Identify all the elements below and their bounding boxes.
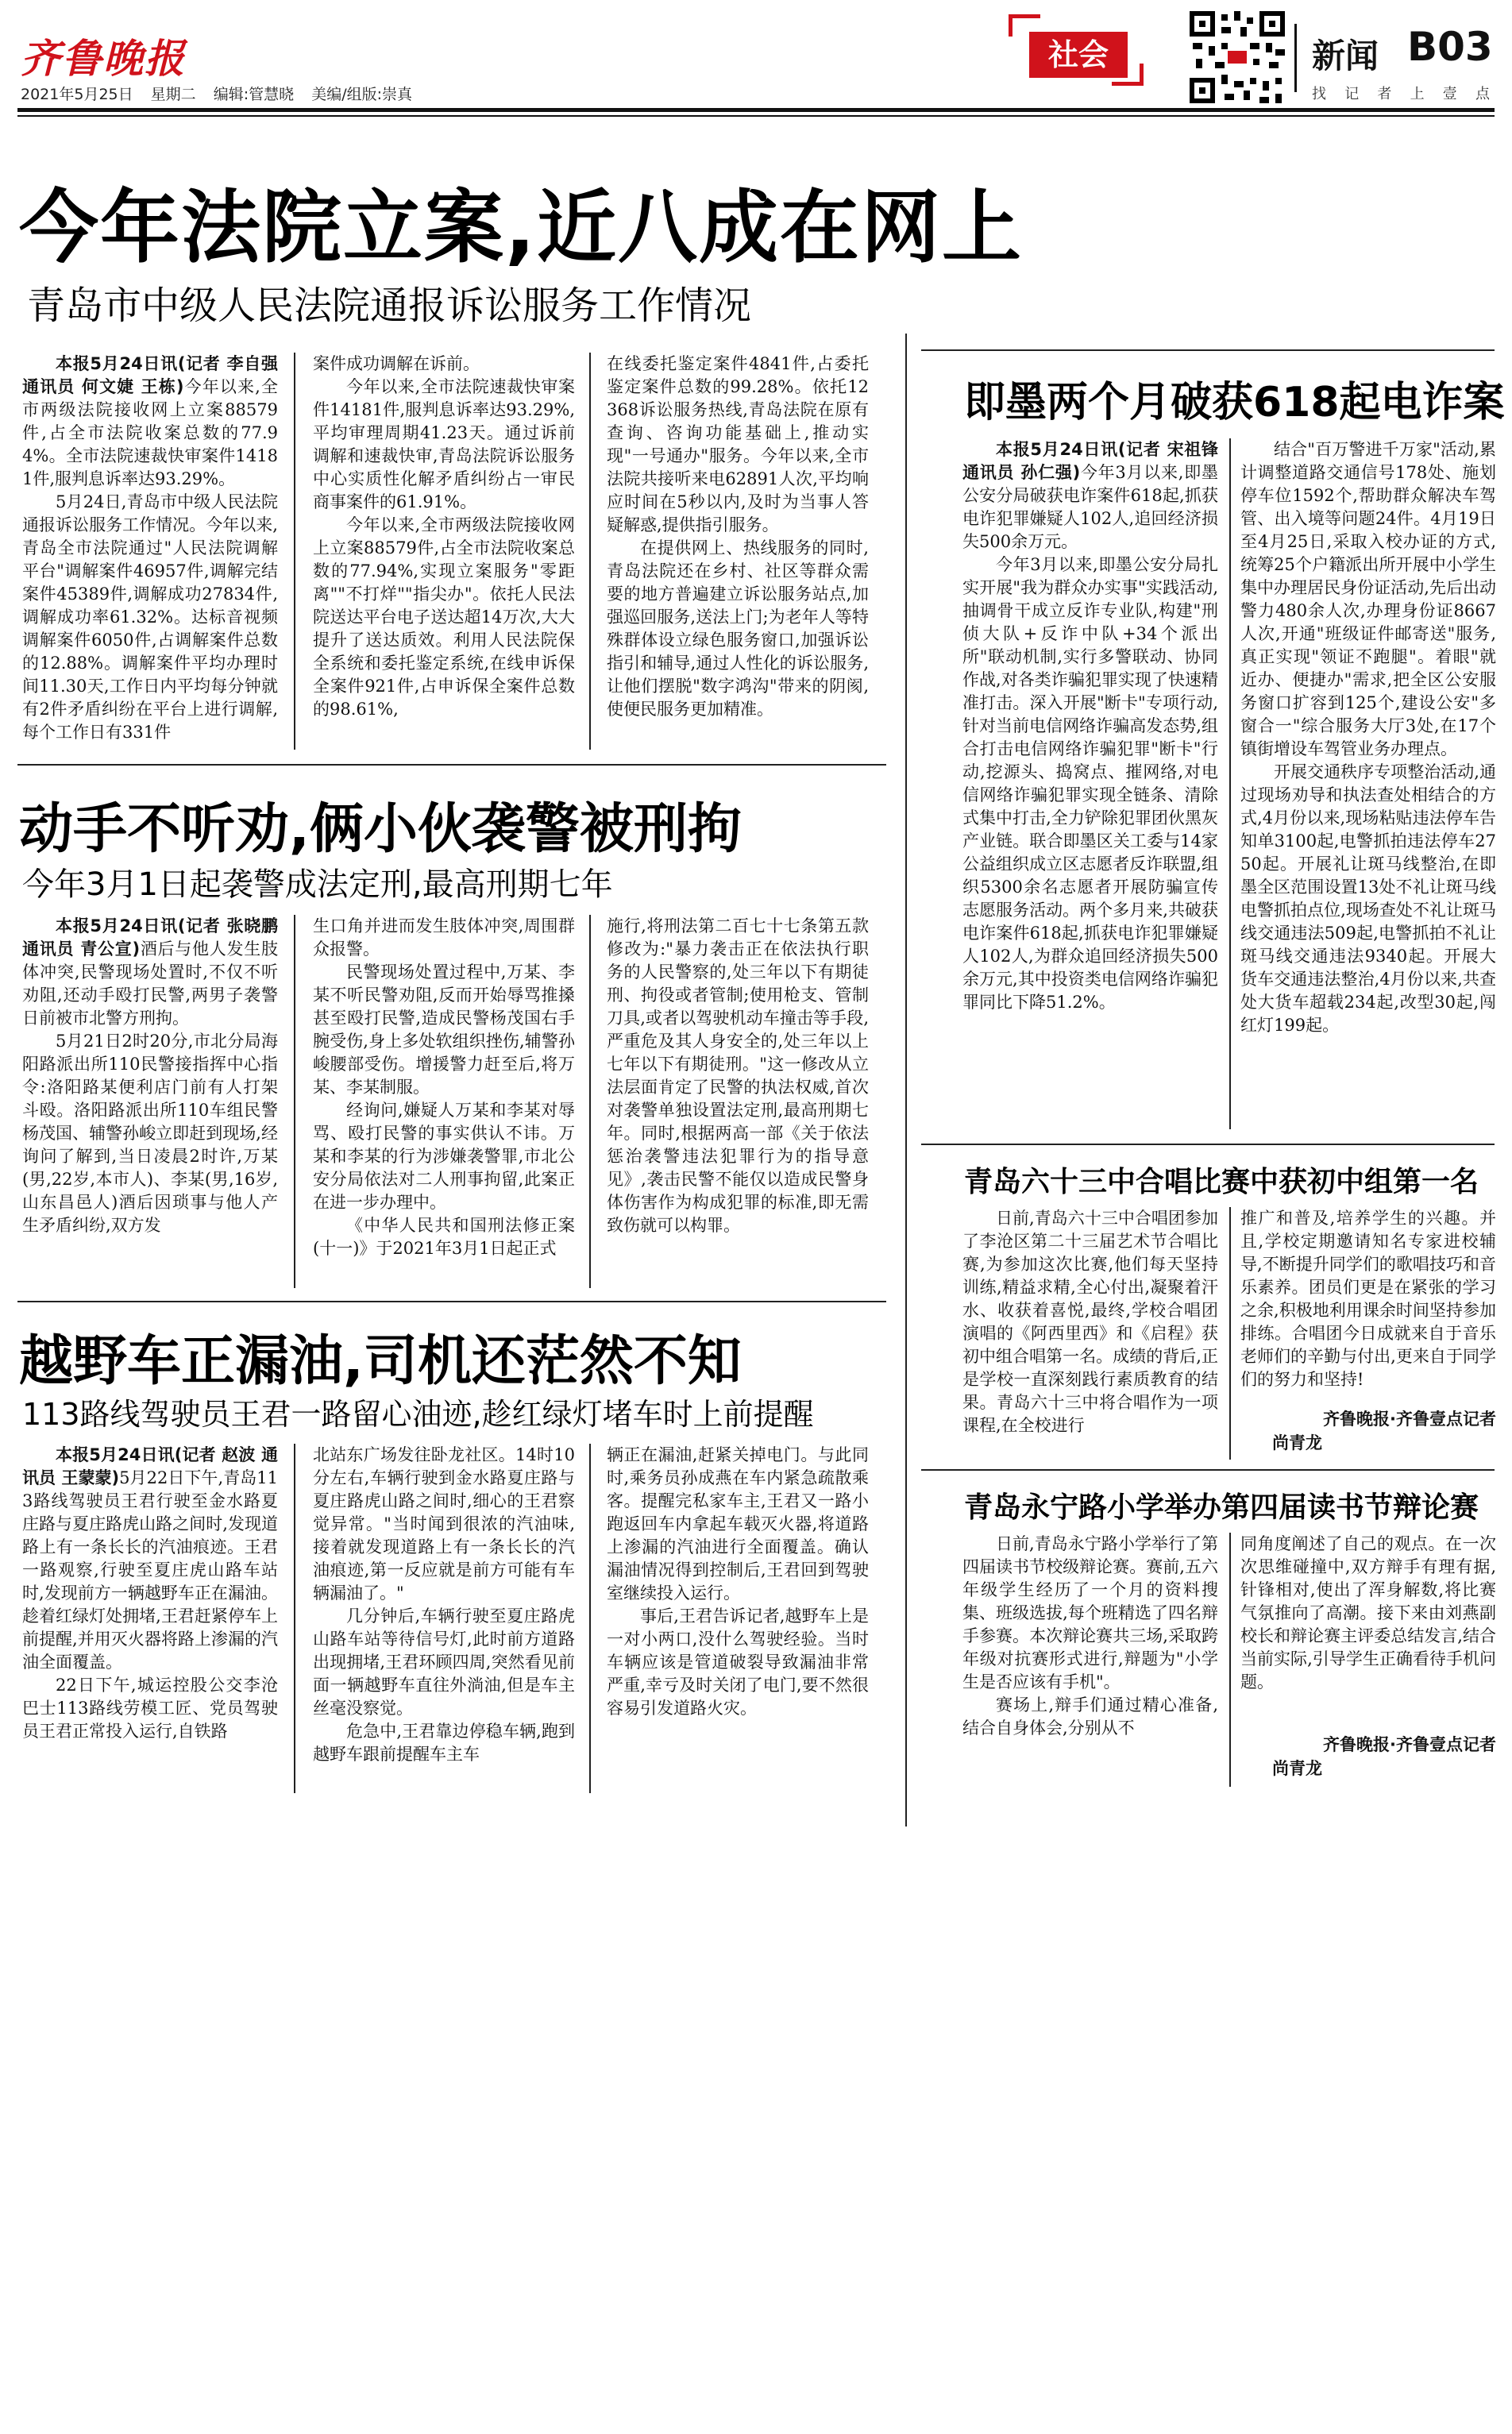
signature-outlet: 齐鲁晚报·齐鲁壹点记者 xyxy=(1323,1735,1496,1754)
story4-lead: 今年3月以来,即墨公安分局破获电诈案件618起,抓获电诈犯罪嫌疑人102人,追回经济损失500余万元。 xyxy=(962,463,1218,551)
story1-paragraph: 今年以来,全市两级法院接收网上立案88579件,占全市法院收案总数的77.94%,实现立案服务"零距离""不打烊""指尖办"。依托人民法院送达平台电子送达超14万次,大大提升了送达质效。利用人民法院保全系统和委托鉴定系统,在线申诉保全案件921件,占申诉保全案件总数的98.61%, xyxy=(313,515,575,719)
story3-paragraph: 北站东广场发往卧龙社区。14时10分左右,车辆行驶到金水路夏庄路与夏庄路虎山路之间时,细心的王君察觉异常。"当时闻到很浓的汽油味,接着就发现道路上有一条长长的汽油痕迹,第一反应就是前方可能有车辆漏油了。" xyxy=(313,1445,575,1603)
slogan-char: 记 xyxy=(1344,86,1360,102)
category-label: 新闻 xyxy=(1312,37,1379,75)
story6-column-1 xyxy=(962,1533,1218,1787)
story-separator xyxy=(17,1301,886,1302)
story3-column-1 xyxy=(22,1444,278,1793)
story2-subheadline: 今年3月1日起袭警成法定刑,最高刑期七年 xyxy=(22,866,613,903)
designer-credit: 美编/组版:崇真 xyxy=(311,86,412,103)
slogan-char: 上 xyxy=(1410,86,1425,102)
column-divider xyxy=(294,1444,295,1793)
story4-column-2 xyxy=(1240,438,1496,1129)
story5-paragraph: 日前,青岛六十三中合唱团参加了李沧区第二十三届艺术节合唱比赛,为参加这次比赛,他们每天坚持训练,精益求精,全心付出,凝聚着汗水、收获着喜悦,最终,学校合唱团演唱的《阿西里西》和《启程》获初中组合唱第一名。成绩的背后,正是学校一直深刻践行素质教育的结果。青岛六十三中将合唱作为一项课程,在全校进行 xyxy=(962,1209,1218,1435)
story2-paragraph: 施行,将刑法第二百七十七条第五款修改为:"暴力袭击正在依法执行职务的人民警察的,处三年以下有期徒刑、拘役或者管制;使用枪支、管制刀具,或者以驾驶机动车撞击等手段,严重危及其人身安全的,处三年以上七年以下有期徒刑。"这一修改从立法层面肯定了民警的执法权威,首次对袭警单独设置法定刑,最高刑期七年。同时,根据两高一部《关于依法惩治袭警违法犯罪行为的指导意见》,袭击民警不能仅以造成民警身体伤害作为构成犯罪的标准,即无需致伤就可以构罪。 xyxy=(607,916,869,1235)
story5-headline: 青岛六十三中合唱比赛中获初中组第一名 xyxy=(964,1166,1479,1198)
story1-column-2 xyxy=(313,353,575,750)
story6-paragraph: 同角度阐述了自己的观点。在一次次思维碰撞中,双方辩手有理有据,针锋相对,使出了浑身解数,将比赛气氛推向了高潮。接下来由刘燕副校长和辩论赛主评委总结发言,结合当前实际,引导学生正确看待手机问题。 xyxy=(1240,1534,1496,1691)
story5-column-1 xyxy=(962,1207,1218,1460)
story2-paragraph: 经询问,嫌疑人万某和李某对辱骂、殴打民警的事实供认不讳。万某和李某的行为涉嫌袭警罪,市北公安分局依法对二人刑事拘留,此案正在进一步办理中。 xyxy=(313,1101,575,1212)
section-label: 社会 xyxy=(1029,32,1128,78)
story1-paragraph: 5月24日,青岛市中级人民法院通报诉讼服务工作情况。今年以来,青岛全市法院通过"人民法院调解平台"调解案件46957件,调解完结案件45389件,调解成功27834件,调解成功率61.32%。达标音视频调解案件6050件,占调解案件总数的12.88%。调解案件平均办理时间11.30天,工作日内平均每分钟就有2件矛盾纠纷在平台上进行调解,每个工作日有331件 xyxy=(22,492,278,742)
story2-paragraph: 5月21日2时20分,市北分局海阳路派出所110民警接指挥中心指令:洛阳路某便利店门前有人打架斗殴。洛阳路派出所110车组民警杨茂国、辅警孙峻立即赶到现场,经询问了解到,当日凌晨2时许,万某(男,22岁,本市人)、李某(男,16岁,山东昌邑人)酒后因琐事与他人产生矛盾纠纷,双方发 xyxy=(22,1032,278,1235)
story6-paragraph: 赛场上,辩手们通过精心准备,结合自身体会,分别从不 xyxy=(962,1695,1218,1738)
story1-byline: 本报5月24日讯(记者 李自强 通讯员 何文婕 王栋) xyxy=(22,354,278,396)
story2-paragraph: 生口角并进而发生肢体冲突,周围群众报警。 xyxy=(313,916,575,959)
column-divider xyxy=(589,1444,591,1793)
story6-column-2 xyxy=(1240,1533,1496,1715)
story3-paragraph: 事后,王君告诉记者,越野车上是一对小两口,没什么驾驶经验。当时车辆应该是管道破裂导致漏油非常严重,幸亏及时关闭了电门,要不然很容易引发道路火灾。 xyxy=(607,1607,869,1718)
story3-headline: 越野车正漏油,司机还茫然不知 xyxy=(19,1330,742,1393)
column-divider xyxy=(589,353,591,750)
column-divider xyxy=(1229,1533,1231,1787)
issue-date: 2021年5月25日 xyxy=(21,86,133,103)
issue-weekday: 星期二 xyxy=(150,86,196,103)
story3-paragraph: 危急中,王君靠边停稳车辆,跑到越野车跟前提醒车主车 xyxy=(313,1722,575,1764)
slogan-char: 者 xyxy=(1377,86,1392,102)
story1-paragraph: 在提供网上、热线服务的同时,青岛法院还在乡村、社区等群众需要的地方普遍建立诉讼服务站点,加强巡回服务,送法上门;为老年人等特殊群体设立绿色服务窗口,加强诉讼指引和辅导,通过人性化的诉讼服务,让他们摆脱"数字鸿沟"带来的阴阂,使便民服务更加精准。 xyxy=(607,538,869,719)
story2-paragraph: 民警现场处置过程中,万某、李某不听民警劝阻,反而开始辱骂推搡甚至殴打民警,造成民警杨茂国右手腕受伤,身上多处软组织挫伤,辅警孙峻腰部受伤。增援警力赶至后,将万某、李某制服。 xyxy=(313,962,575,1097)
story1-paragraph: 在线委托鉴定案件4841件,占委托鉴定案件总数的99.28%。依托12368诉讼服务热线,青岛法院在原有查询、咨询功能基础上,推动实现"一号通办"服务。今年以来,全市法院共接听来电62891人次,平均响应时间在5秒以内,及时为当事人答疑解惑,提供指引服务。 xyxy=(607,354,869,534)
story2-column-2 xyxy=(313,915,575,1288)
story2-byline: 本报5月24日讯(记者 张晓鹏 通讯员 青公宣) xyxy=(22,916,278,959)
signature-outlet: 齐鲁晚报·齐鲁壹点记者 xyxy=(1323,1410,1496,1429)
column-divider xyxy=(1229,438,1231,1129)
story3-paragraph: 辆正在漏油,赶紧关掉电门。与此同时,乘务员孙成燕在车内紧急疏散乘客。提醒完私家车主,王君又一路小跑返回车内拿起车载灭火器,将道路上渗漏的汽油进行全面覆盖。确认漏油情况得到控制后,王君回到驾驶室继续投入运行。 xyxy=(607,1445,869,1603)
story1-subheadline: 青岛市中级人民法院通报诉讼服务工作情况 xyxy=(27,284,752,328)
page-number: B03 xyxy=(1407,24,1493,70)
slogan-char: 点 xyxy=(1475,86,1490,102)
story1-paragraph: 案件成功调解在诉前。 xyxy=(313,354,480,373)
slogan-char: 壹 xyxy=(1442,86,1457,102)
signature-reporter: 尚青龙 xyxy=(1272,1759,1322,1778)
story3-paragraph: 几分钟后,车辆行驶至夏庄路虎山路车站等待信号灯,此时前方道路出现拥堵,王君环顾四周,突然看见前面一辆越野车直往外淌油,但是车主丝毫没察觉。 xyxy=(313,1607,575,1718)
story1-paragraph: 今年以来,全市法院速裁快审案件14181件,服判息诉率达93.29%,平均审理周期41.23天。通过诉前调解和速裁快审,青岛法院诉讼服务中心实质性化解矛盾纠纷占一审民商事案件的61.91%。 xyxy=(313,377,575,511)
story3-column-3 xyxy=(607,1444,869,1793)
story4-headline: 即墨两个月破获618起电诈案 xyxy=(964,379,1505,426)
newspaper-logo: 齐鲁晚报 xyxy=(21,36,186,82)
story5-signature xyxy=(1240,1407,1496,1455)
story6-headline: 青岛永宁路小学举办第四届读书节辩论赛 xyxy=(964,1491,1479,1524)
qr-center-badge xyxy=(1228,51,1247,64)
story4-paragraph: 结合"百万警进千万家"活动,累计调整道路交通信号178处、施划停车位1592个,帮助群众解决车驾管、出入境等问题24件。4月19日至4月25日,采取入校办证的方式,统筹25个户籍派出所开展中小学生集中办理居民身份证活动,先后出动警力480余人次,办理身份证8667人次,开通"班级证件邮寄送"服务,真正实现"领证不跑腿"。着眼"就近办、便捷办"需求,把全区公安服务窗口扩容到125个,建设公安"多窗合一"综合服务大厅3处,在17个镇街增设车驾管业务办理点。 xyxy=(1240,440,1496,758)
story2-paragraph: 《中华人民共和国刑法修正案(十一)》于2021年3月1日起正式 xyxy=(313,1216,575,1258)
story2-column-1 xyxy=(22,915,278,1288)
slogan-char: 找 xyxy=(1312,86,1326,102)
story4-column-1 xyxy=(962,438,1218,1129)
masthead-rule xyxy=(17,108,1495,112)
masthead-rule-thin xyxy=(17,115,1495,117)
story1-headline: 今年法院立案,近八成在网上 xyxy=(19,181,1023,274)
story1-lead: 今年以来,全市两级法院接收网上立案88579件,占全市法院收案总数的77.94%。全市法院速裁快审案件14181件,服判息诉率达93.29%。 xyxy=(22,377,278,488)
story3-lead: 5月22日下午,青岛113路线驾驶员王君行驶至金水路夏庄路与夏庄路虎山路之间时,发现道路上有一条长长的汽油痕迹。王君一路观察,行驶至夏庄虎山路车站时,发现前方一辆越野车正在漏油。趁着红绿灯处拥堵,王君赶紧停车上前提醒,并用灭火器将路上渗漏的汽油全面覆盖。 xyxy=(22,1468,278,1672)
page-column-divider xyxy=(905,334,907,1826)
column-divider xyxy=(589,915,591,1288)
story-separator xyxy=(921,1469,1495,1471)
column-divider xyxy=(1229,1207,1231,1460)
story-separator xyxy=(921,349,1495,351)
story4-paragraph: 开展交通秩序专项整治活动,通过现场劝导和执法查处相结合的方式,4月份以来,现场粘贴违法停车告知单3100起,电警抓拍违法停车2750起。开展礼让斑马线整治,在即墨全区范围设置13处不礼让斑马线电警抓拍点位,现场查处不礼让斑马线交通违法509起,电警抓拍不礼让斑马线交通违法9340起。开展大货车交通违法整治,4月份以来,共查处大货车超载234起,改型30起,闯红灯199起。 xyxy=(1240,762,1496,1035)
story-separator xyxy=(921,1144,1495,1145)
dateline xyxy=(21,83,425,104)
story-separator xyxy=(17,764,886,766)
story1-column-3 xyxy=(607,353,869,750)
story6-paragraph: 日前,青岛永宁路小学举行了第四届读书节校级辩论赛。赛前,五六年级学生经历了一个月的资料搜集、班级选拔,每个班精选了四名辩手参赛。本次辩论赛共三场,采取跨年级对抗赛形式进行,辩题为"小学生是否应该有手机"。 xyxy=(962,1534,1218,1691)
story1-column-1 xyxy=(22,353,278,750)
column-divider xyxy=(294,353,295,750)
story2-lead: 酒后与他人发生肢体冲突,民警现场处置时,不仅不听劝阻,还动手殴打民警,两男子袭警日前被市北警方刑拘。 xyxy=(22,939,278,1028)
signature-reporter: 尚青龙 xyxy=(1272,1433,1322,1452)
editor-credit: 编辑:管慧晓 xyxy=(213,86,295,103)
story3-column-2 xyxy=(313,1444,575,1793)
story3-subheadline: 113路线驾驶员王君一路留心油迹,趁红绿灯堵车时上前提醒 xyxy=(22,1397,814,1432)
story4-paragraph: 今年3月以来,即墨公安分局扎实开展"我为群众办实事"实践活动,抽调骨干成立反诈专业队,构建"刑侦大队+反诈中队+34个派出所"联动机制,实行多警联动、协同作战,对各类诈骗犯罪实现了快速精准打击。深入开展"断卡"专项行动,针对当前电信网络诈骗高发态势,组合打击电信网络诈骗犯罪"断卡"行动,挖源头、捣窝点、摧网络,对电信网络诈骗犯罪实现全链条、清除式集中打击,全力铲除犯罪团伙黑灰产业链。联合即墨区关工委与14家公益组织成立区志愿者反诈联盟,组织5300余名志愿者开展防骗宣传志愿服务活动。两个多月来,共破获电诈案件618起,抓获电诈犯罪嫌疑人102人,为群众追回经济损失500余万元,其中投资类电信网络诈骗犯罪同比下降51.2%。 xyxy=(962,555,1218,1012)
story5-column-2 xyxy=(1240,1207,1496,1390)
story2-headline: 动手不听劝,俩小伙袭警被刑拘 xyxy=(19,798,742,861)
story6-signature xyxy=(1240,1733,1496,1780)
story3-paragraph: 22日下午,城运控股公交李沧巴士113路线劳模工匠、党员驾驶员王君正常投入运行,自铁路 xyxy=(22,1676,278,1741)
masthead-slogan xyxy=(1312,83,1490,103)
story5-paragraph: 推广和普及,培养学生的兴趣。并且,学校定期邀请知名专家进校辅导,不断提升同学们的歌唱技巧和音乐素养。团员们更是在紧张的学习之余,积极地利用课余时间坚持参加排练。合唱团今日成就来自于音乐老师们的辛勤与付出,更来自于同学们的努力和坚持! xyxy=(1240,1209,1496,1389)
column-divider xyxy=(294,915,295,1288)
masthead-divider xyxy=(1294,24,1297,92)
story2-column-3 xyxy=(607,915,869,1288)
story4-byline: 本报5月24日讯(记者 宋祖锋 通讯员 孙仁强) xyxy=(962,440,1218,482)
story3-byline: 本报5月24日讯(记者 赵波 通讯员 王蒙蒙) xyxy=(22,1445,278,1487)
